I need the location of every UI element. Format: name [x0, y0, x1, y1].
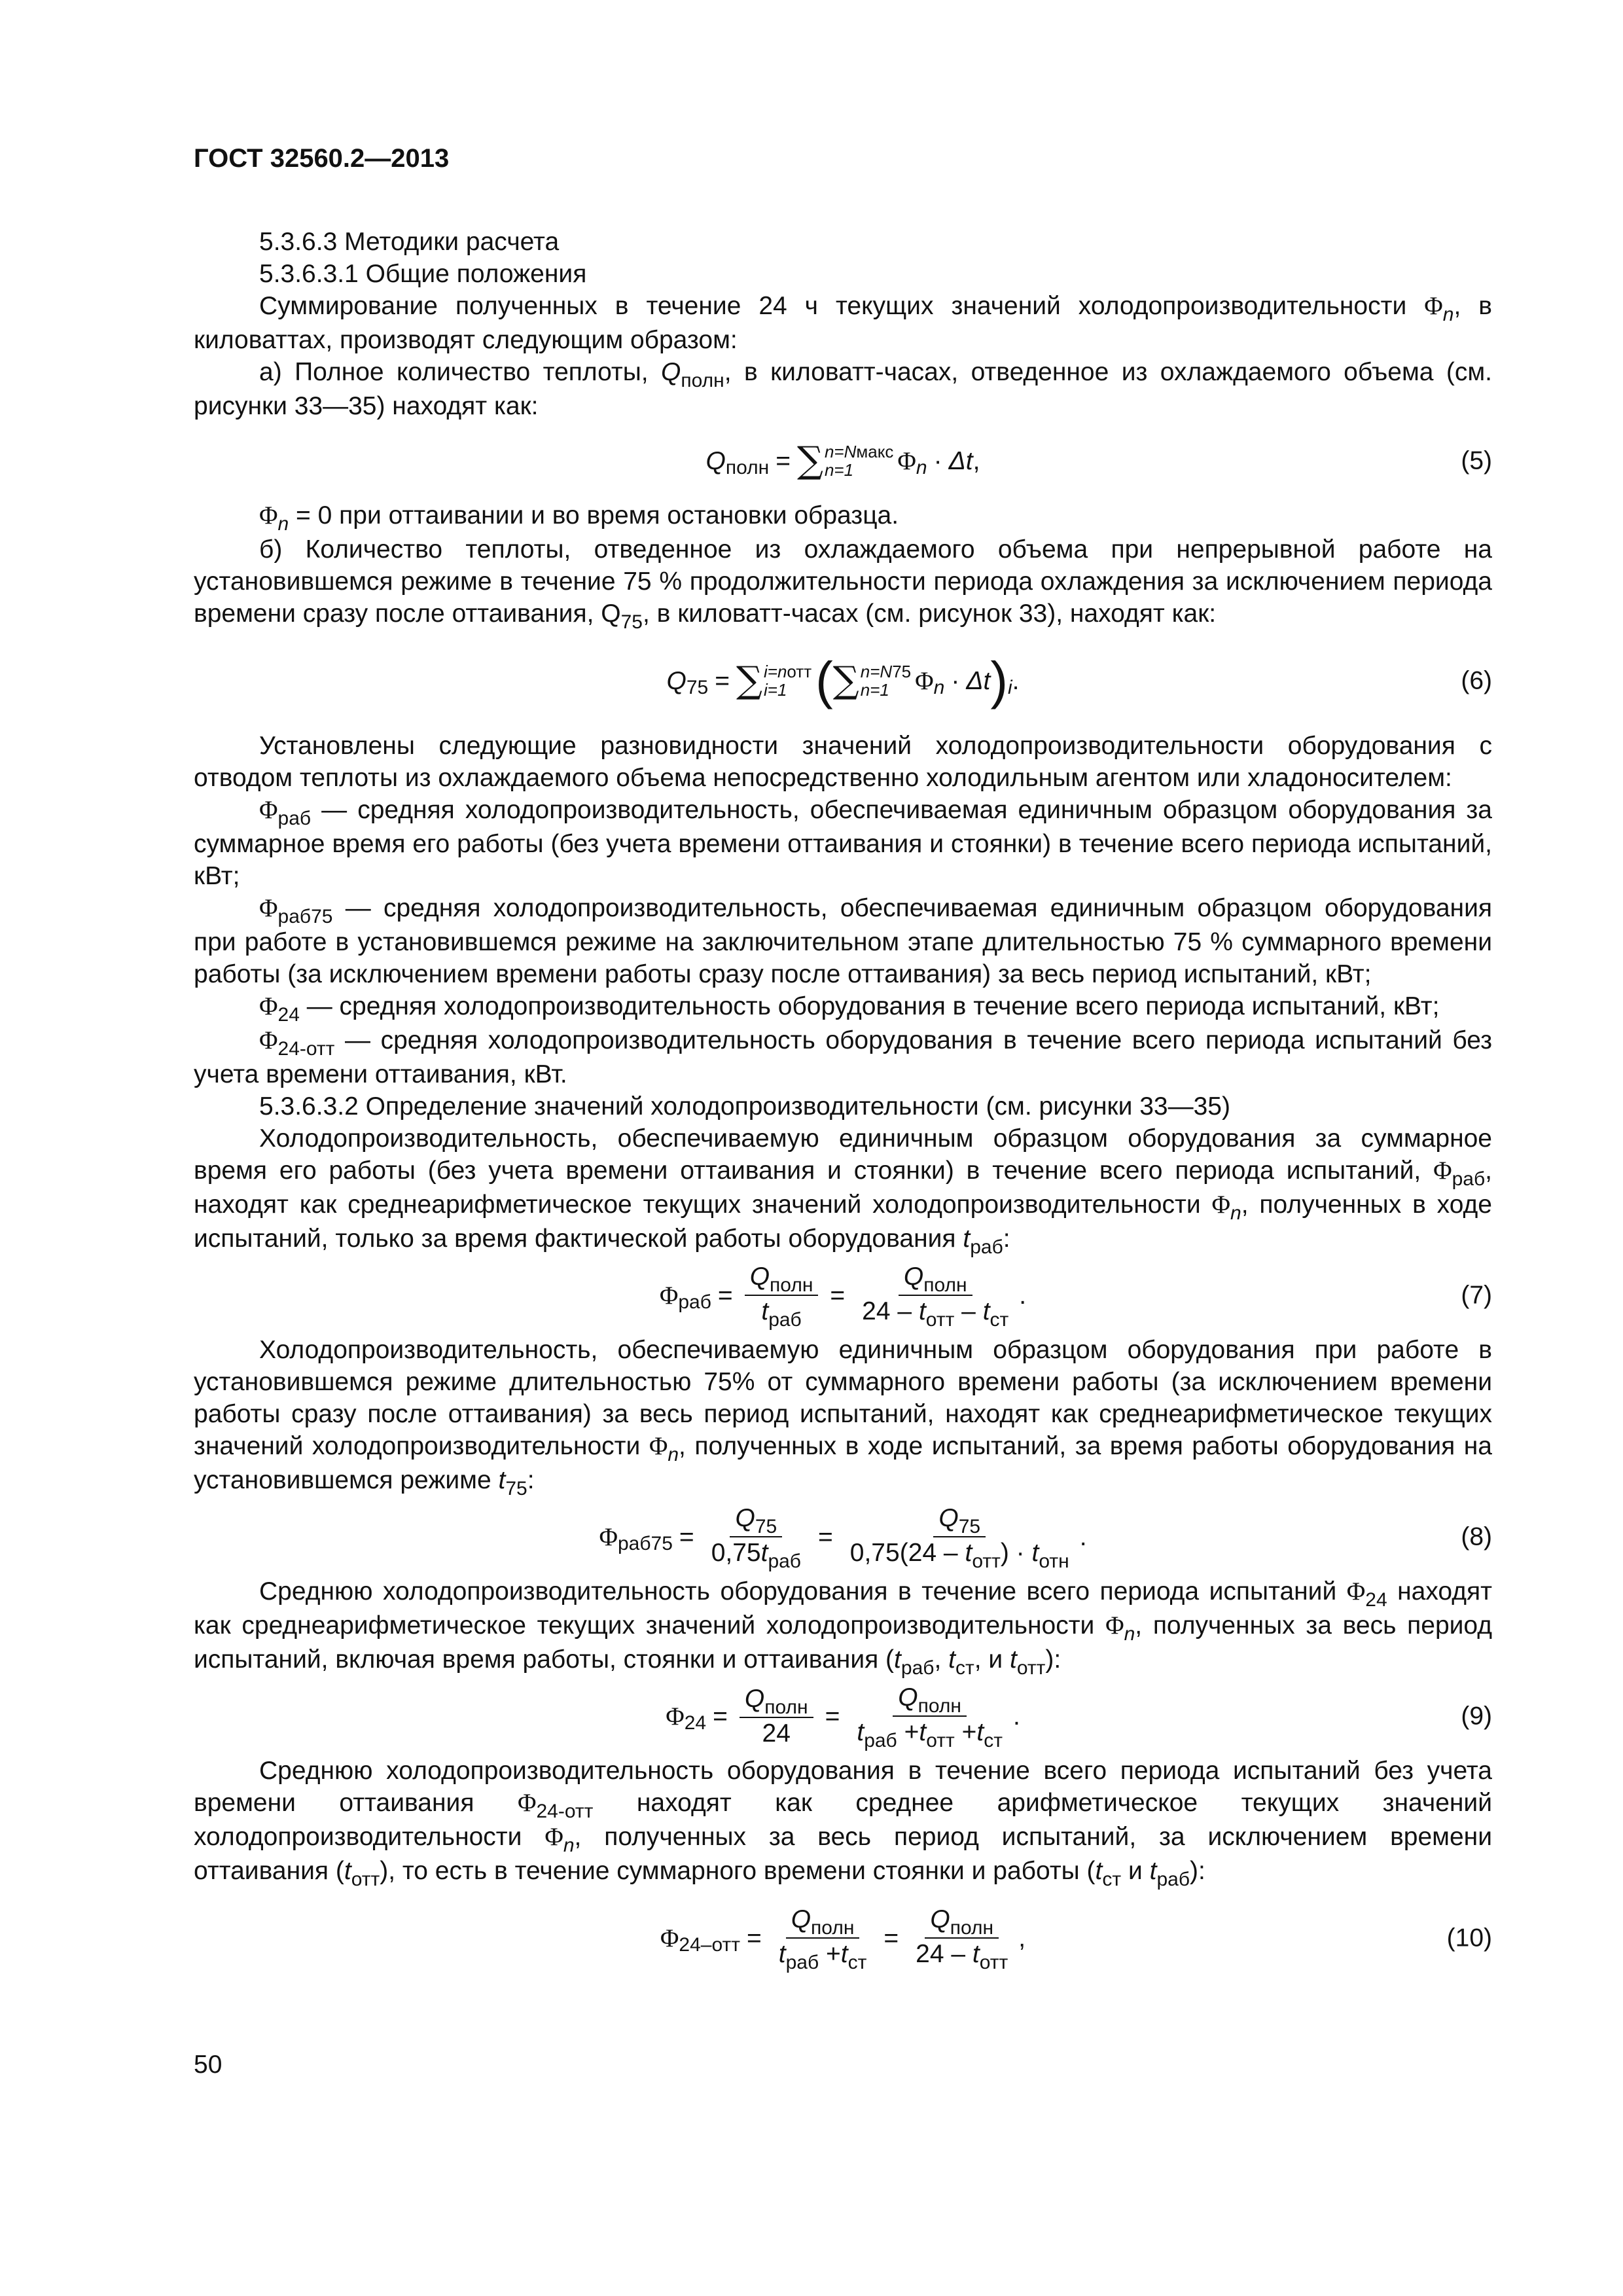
- paragraph-phi-24: Среднюю холодопроизводительность оборудования в течение всего периода испытаний $\Phi_{24}$ находят как среднеарифметическое текущих значений холодопроизводительности $\Phi_n$, полученных за весь период испытаний, включая время работы, стоянки и оттаивания ($t_{раб}$, $t_{ст}$, и $t_{отт}$):: [194, 1577, 1493, 1679]
- formula-8-number: (8): [1461, 1522, 1492, 1551]
- page-number: 50: [194, 2051, 223, 2079]
- section-53632-heading: 5.3.6.3.2 Определение значений холодопроизводительности (см. рисунки 33—35): [259, 1092, 1230, 1121]
- formula-9-number: (9): [1461, 1702, 1492, 1731]
- definition-phi-24: $\Phi_{24}$ — средняя холодопроизводительность оборудования в течение всего периода испытаний, кВт;: [259, 992, 1440, 1026]
- paragraph-phi-24-ott: Среднюю холодопроизводительность оборудования в течение всего периода испытаний без учета времени оттаивания $\Phi_{24-отт}$ находят как среднее арифметическое текущих значений холодопроизводительности $\Phi_n$, полученных за весь период испытаний, за исключением времени оттаивания $(t_{отт})$, то есть в течение суммарного времени стоянки и работы ($t_{ст}$ и $t_{раб}$):: [194, 1757, 1492, 1890]
- formula-10: Φ 24–отт = $\frac{Q_{полн}}{t_{раб} +t_{ст}}$ = $\frac{Q_{полн}}{24 - t_{отт}}$ , (10): [660, 1905, 1492, 1973]
- formula-6: Q 75 = ∑ i=nотт i=1 ( ∑ n=N75 n=1 Φ n · Δt ) i . (6): [666, 651, 1492, 709]
- paragraph-phi-rab: Холодопроизводительность, обеспечиваемую единичным образцом оборудования за суммарное время его работы (без учета времени оттаивания и стоянки) в течение всего периода испытаний, $\Phi_{раб}$, находят как среднеарифметическое текущих значений холодопроизводительности $\Phi_n$, полученных в ходе испытаний, только за время фактической работы оборудования $t_{раб}$:: [194, 1124, 1492, 1258]
- definition-phi-24-ott: $\Phi_{24-отт}$ — средняя холодопроизводительность оборудования в течение всего периода испытаний без учета времени оттаивания, кВт.: [194, 1026, 1492, 1088]
- paragraph-phi-rab75: Холодопроизводительность, обеспечиваемую единичным образцом оборудования при работе в установившемся режиме длительностью 75% от суммарного времени работы (за исключением времени работы сразу после оттаивания) за весь период испытаний, находят как среднеарифметическое текущих значений холодопроизводительности $\Phi_n$, полученных в ходе испытаний, за время работы оборудования на установившемся режиме $t_{75}$:: [194, 1336, 1492, 1499]
- definition-phi-rab75: $\Phi_{раб75}$ — средняя холодопроизводительность, обеспечиваемая единичным образцом оборудования при работе в установившемся режиме на заключительном этапе длительностью 75 % суммарного времени работы (за исключением времени работы сразу после оттаивания) за весь период испытаний, кВт;: [194, 894, 1492, 988]
- paragraph-summation: Суммирование полученных в течение 24 ч текущих значений холодопроизводительности $\Phi_n$, в киловаттах, производят следующим образом:: [194, 292, 1493, 354]
- types-intro: Установлены следующие разновидности значений холодопроизводительности оборудования с отводом теплоты из охлаждаемого объема непосредственно холодильным агентом или хладоносителем:: [194, 732, 1492, 792]
- document-content: [194, 226, 1492, 1987]
- definition-phi-rab: $\Phi_{раб}$ — средняя холодопроизводительность, обеспечиваемая единичным образцом оборудования за суммарное время его работы (без учета времени оттаивания и стоянки) в течение всего периода испытаний, кВт;: [194, 796, 1492, 890]
- formula-6-number: (6): [1461, 666, 1492, 695]
- section-53631-heading: 5.3.6.3.1 Общие положения: [259, 260, 587, 288]
- formula-8: Φ раб75 = $\frac{Q_{75}}{0,75t_{раб}}$ = $\frac{Q_{75}}{0,75(24 - t_{отт}) \cdot t_{отн}}$ . (8): [599, 1504, 1492, 1572]
- document-header: ГОСТ 32560.2—2013: [194, 144, 450, 173]
- phi-zero-note: $\Phi_n = 0$ при оттаивании и во время остановки образца.: [259, 501, 899, 535]
- formula-7: Φ раб = $\frac{Q_{полн}}{t_{раб}}$ = $\frac{Q_{полн}}{24 - t_{отт} - t_{ст}}$ . (7): [659, 1263, 1492, 1331]
- item-a: а) Полное количество теплоты, $Q_{полн}$, в киловатт-часах, отведенное из охлаждаемого объема (см. рисунки 33—35) находят как:: [194, 358, 1493, 420]
- formula-5-number: (5): [1461, 446, 1492, 475]
- formula-7-number: (7): [1461, 1281, 1492, 1310]
- formula-5: Q полн = ∑ n=Nмакс n=1 Φ n · Δt , (5): [705, 439, 1492, 482]
- formula-9: Φ 24 = $\frac{Q_{полн}}{24}$ = $\frac{Q_{полн}}{t_{раб} +t_{отт} +t_{ст}}$ . (9): [666, 1683, 1492, 1751]
- document-page: [194, 0, 1492, 2296]
- section-5363-heading: 5.3.6.3 Методики расчета: [259, 228, 560, 256]
- item-b: б) Количество теплоты, отведенное из охлаждаемого объема при непрерывной работе на установившемся режиме в течение 75 % продолжительности периода охлаждения за исключением периода времени сразу после оттаивания, $Q_{75}$, в киловатт-часах (см. рисунок 33), находят как:: [194, 535, 1492, 633]
- formula-10-number: (10): [1446, 1924, 1492, 1952]
